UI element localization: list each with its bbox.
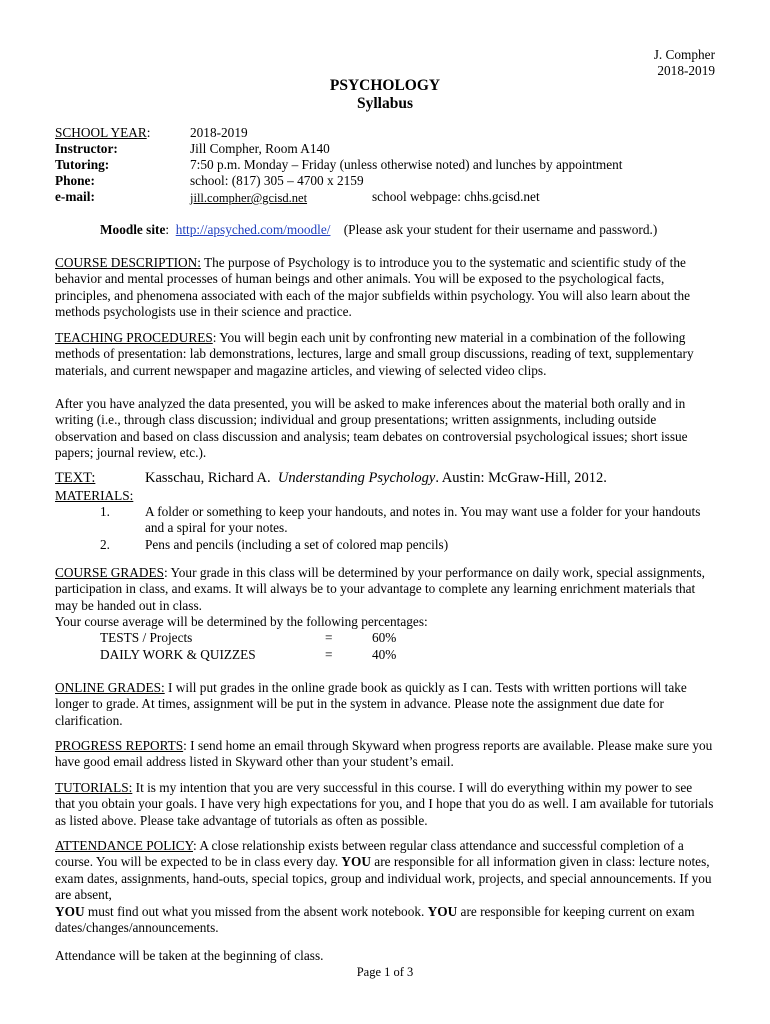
page-title: PSYCHOLOGY: [329, 77, 441, 94]
course-average-text: Your course average will be determined by the following percentages:: [55, 614, 428, 629]
instructor-value: Jill Compher, Room A140: [190, 141, 330, 156]
textbook-title: Understanding Psychology: [277, 470, 436, 486]
course-grades-text: : Your grade in this class will be determined by your performance on daily work, special assignments, participation in class, and exams. It will always be to your advantage to complete any learning enrichment materials that may be handed out in class.: [55, 565, 705, 613]
tutoring-value: 7:50 p.m. Monday – Friday (unless otherwise noted) and lunches by appointment: [190, 157, 623, 172]
textbook-publisher: . Austin: McGraw-Hill, 2012.: [435, 470, 607, 486]
online-grades: [55, 680, 715, 729]
email-label: e-mail:: [55, 189, 95, 204]
grade-row-value: 60%: [372, 630, 397, 645]
attendance-policy: [55, 838, 715, 936]
tutorials-heading: TUTORIALS:: [55, 780, 133, 795]
progress-reports: [55, 738, 715, 771]
attendance-heading: ATTENDANCE POLICY: [55, 838, 194, 853]
school-webpage: school webpage: chhs.gcisd.net: [372, 189, 540, 204]
moodle-note: (Please ask your student for their username and password.): [343, 222, 658, 237]
online-grades-heading: ONLINE GRADES:: [55, 680, 165, 695]
header-year: 2018-2019: [657, 63, 715, 78]
attendance-final: Attendance will be taken at the beginning of class.: [55, 948, 324, 963]
course-description-heading: COURSE DESCRIPTION:: [55, 255, 201, 270]
email-link[interactable]: jill.compher@gcisd.net: [190, 191, 308, 205]
attendance-text-d: are responsible for keeping current on exam dates/changes/announcements.: [55, 903, 695, 936]
teaching-heading: TEACHING PROCEDURES: [55, 330, 213, 345]
progress-reports-text: : I send home an email through Skyward when progress reports are available. Please make sure you have good email address listed in Skyward other than your student’s email.: [55, 738, 713, 770]
materials-heading: MATERIALS:: [55, 488, 134, 503]
attendance-you: YOU: [341, 854, 371, 870]
course-description-text: The purpose of Psychology is to introduce you to the systematic and scientific study of the behavior and mental processes of human beings and other animals. You will be exposed to the psychological facts, principles, and phenomena associated with each of the major subfields within psychology. You will also learn about the methods psychologists use in their science and practice.: [55, 255, 691, 320]
attendance-text-b: are responsible for all information given in class: lecture notes, exam dates, assignments, hand-outs, special topics, group and individual work, projects, and special announcements. If you are absent,: [55, 854, 712, 903]
moodle-label: Moodle site: [100, 222, 166, 237]
grade-row-eq: =: [325, 647, 333, 662]
grade-row-value: 40%: [372, 647, 397, 662]
moodle-link[interactable]: http://apsyched.com/moodle/: [175, 222, 331, 237]
attendance-text-a: : A close relationship exists between regular class attendance and successful completion of a course. You will be expected to be in class every day.: [55, 838, 684, 870]
grade-row-label: DAILY WORK & QUIZZES: [100, 647, 256, 662]
materials-item-num: 2.: [100, 537, 110, 552]
textbook-citation: [145, 470, 607, 486]
grade-row-label: TESTS / Projects: [100, 630, 193, 645]
attendance-you: YOU: [55, 903, 85, 919]
tutorials: [55, 780, 715, 829]
page-subtitle: Syllabus: [356, 95, 413, 112]
teaching-procedures: [55, 330, 715, 379]
author-name: J. Compher: [653, 47, 715, 62]
attendance-you: YOU: [427, 903, 458, 919]
online-grades-text: I will put grades in the online grade book as quickly as I can. Tests with written portions will take longer to grade. At times, assignment will be put in the system in advance. Please note the assignment due date for clarification.: [55, 680, 687, 728]
instructor-label: Instructor:: [55, 141, 118, 156]
attendance-text-c: must find out what you missed from the absent work notebook.: [84, 903, 428, 919]
materials-item-num: 1.: [100, 504, 110, 519]
page-number: Page 1 of 3: [356, 965, 414, 979]
moodle-row: Moodle site: http://apsyched.com/moodle/ (Please ask your student for their username and password.): [100, 222, 658, 237]
phone-value: school: (817) 305 – 4700 x 2159: [190, 173, 364, 188]
textbook-author: Kasschau, Richard A.: [145, 470, 271, 486]
course-grades: [55, 565, 715, 614]
teaching-paragraph-2: After you have analyzed the data presented, you will be asked to make inferences about the material both orally and in writing (i.e., through class discussion; individual and group presentations; written assignments, including outside observation and based on class discussion and analysis; team debates on controversial psychological issues; short issue papers; journal review, etc.).: [55, 396, 688, 461]
course-description: [55, 255, 715, 321]
phone-label: Phone:: [55, 173, 95, 188]
course-grades-heading: COURSE GRADES: [55, 565, 164, 580]
tutoring-label: Tutoring:: [55, 157, 110, 172]
materials-item: Pens and pencils (including a set of colored map pencils): [145, 537, 449, 552]
school-year-value: 2018-2019: [190, 125, 248, 140]
progress-reports-heading: PROGRESS REPORTS: [55, 738, 184, 753]
teaching-text: : You will begin each unit by confronting new material in a combination of the following methods of presentation: lab demonstrations, lectures, large and small group discussions, reading of text, supplementary materials, and current newspaper and magazine articles, and viewing of selected video clips.: [55, 330, 694, 378]
tutorials-text: It is my intention that you are very successful in this course. I will do everything within my power to see that you obtain your goals. I have very high expectations for you, and I hope that you do as well. I am available for tutorials as listed above. Please take advantage of tutorials as often as possible.: [55, 780, 714, 828]
text-heading: TEXT:: [55, 470, 96, 486]
materials-item: A folder or something to keep your handouts, and notes in. You may want use a folder for your handouts and a spiral for your notes.: [145, 504, 701, 535]
school-year-label: SCHOOL YEAR:: [55, 125, 151, 140]
grade-row-eq: =: [325, 630, 333, 645]
